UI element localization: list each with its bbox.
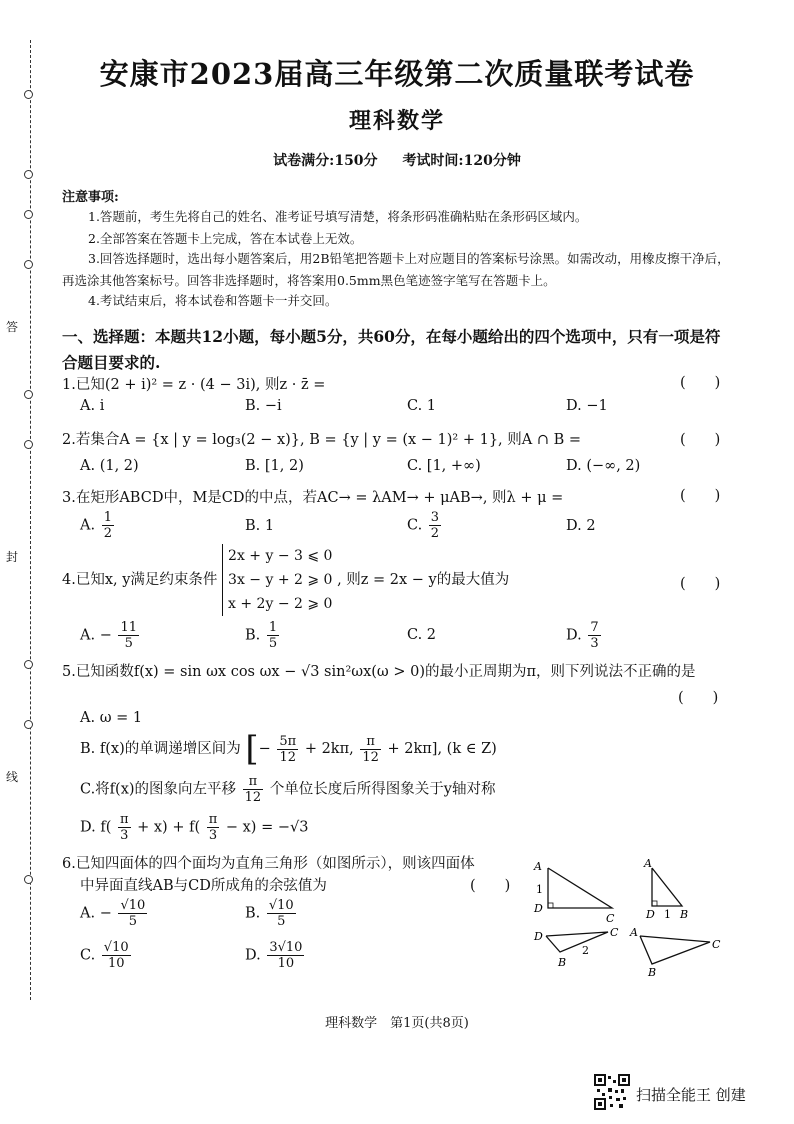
margin-dot (24, 720, 33, 729)
fraction (102, 510, 114, 541)
denominator: 12 (362, 749, 379, 765)
numerator: 3 (430, 510, 440, 525)
label-d: D (534, 902, 543, 915)
question-3-stem: 3.在矩形ABCD中，M是CD的中点，若AC→ = λAM→ + μAB→, 则λ + μ = (62, 490, 564, 506)
margin-seal-label: 封 (6, 550, 19, 564)
option-label: C. (80, 947, 96, 964)
option-b (245, 620, 281, 651)
question-6-stem-line1: 6.已知四面体的四个面均为直角三角形（如图所示），则该四面体 (62, 856, 475, 872)
numerator: π (208, 812, 218, 827)
option-text: 个单位长度后所得图象关于y轴对称 (269, 781, 496, 798)
option-label: D. (566, 627, 582, 644)
option-b: B. 1 (245, 518, 275, 534)
option-b (245, 898, 298, 929)
option-c (407, 510, 443, 541)
numerator: 1 (103, 510, 112, 525)
label-c: C (606, 912, 615, 925)
label-2: 2 (582, 944, 589, 957)
option-label: B. (245, 627, 261, 644)
stem-text: , 则z = 2x − y的最大值为 (337, 572, 510, 588)
denominator: 2 (103, 526, 112, 541)
note-item: 3.回答选择题时，选出每小题答案后，用2B铅笔把答题卡上对应题目的答案标号涂黑。如需改动，用橡皮擦干净后，再选涂其他答案标号。回答非选择题时，将答案用0.5mm黑色笔迹签字笔写在答题卡上。 (62, 251, 730, 288)
fraction (118, 898, 147, 929)
numerator: π (119, 812, 129, 827)
fraction (588, 620, 600, 651)
question-2-stem: 2.若集合A = {x | y = log₃(2 − x)}, B = {y | y = (x − 1)² + 1}, 则A ∩ B = (62, 432, 582, 448)
numerator: π (243, 774, 264, 790)
answer-paren: ( ) (680, 432, 721, 448)
face-triangle-adb (643, 858, 688, 921)
exam-time: 考试时间:120分钟 (402, 153, 521, 169)
tetrahedron-faces-figure (528, 858, 758, 980)
fraction (118, 620, 139, 651)
denominator: 3 (590, 636, 599, 651)
option-text: − x) = −√3 (225, 819, 309, 836)
margin-seal-label: 答 (6, 320, 19, 334)
fraction (277, 734, 298, 765)
fraction (102, 940, 131, 971)
label-a: A (630, 926, 638, 939)
fraction (207, 812, 220, 843)
denominator: 5 (128, 914, 137, 929)
option-text: C.将f(x)的图象向左平移 (80, 781, 237, 798)
fraction (429, 510, 441, 541)
scanner-watermark: 扫描全能王 创建 (636, 1086, 746, 1104)
numerator: 7 (590, 620, 599, 635)
fraction (243, 774, 264, 805)
option-d (245, 940, 306, 971)
option-a: A. ω = 1 (80, 710, 143, 726)
denominator: 3 (208, 828, 218, 843)
option-a: A. (1, 2) (80, 458, 139, 474)
margin-dot (24, 875, 33, 884)
option-label: A. − (80, 905, 112, 922)
option-text: D. f( (80, 819, 112, 836)
numerator: 1 (268, 620, 278, 635)
denominator: 2 (430, 526, 440, 541)
denominator: 12 (244, 790, 262, 805)
option-c: C. 1 (407, 398, 437, 414)
notes-heading: 注意事项: (62, 190, 119, 205)
face-triangle-dcb (533, 926, 619, 969)
label-b: B (680, 908, 689, 921)
margin-dot (24, 260, 33, 269)
exam-meta (0, 150, 794, 170)
constraint: x + 2y − 2 ⩾ 0 (228, 596, 333, 612)
denominator: 5 (268, 636, 278, 651)
note-item: 1.答题前，考生先将自己的姓名、准考证号填写清楚，将条形码准确粘贴在条形码区域内。 (88, 209, 588, 224)
full-score: 试卷满分:150分 (273, 153, 378, 169)
note-item: 4.考试结束后，将本试卷和答题卡一并交回。 (88, 293, 338, 308)
option-label: A. (80, 517, 96, 534)
section-heading: 一、选择题：本题共12小题，每小题5分，共60分，在每小题给出的四个选项中，只有一项是符合题目要求的. (62, 327, 721, 372)
denominator: 3 (120, 828, 129, 843)
option-b: B. −i (245, 398, 282, 414)
denominator: 12 (279, 749, 297, 765)
numerator: 11 (120, 620, 137, 635)
label-b: B (558, 956, 567, 969)
fraction (360, 734, 381, 765)
qr-code-icon (594, 1074, 630, 1110)
numerator: 3√10 (269, 940, 303, 955)
option-text: − (258, 741, 271, 757)
answer-paren: ( ) (678, 690, 719, 706)
question-4-stem (62, 544, 509, 616)
denominator: 5 (124, 636, 133, 651)
answer-paren: ( ) (470, 878, 511, 894)
fraction (267, 620, 279, 651)
option-a (80, 898, 149, 929)
option-d (566, 620, 603, 651)
option-text: + 2kπ, (304, 741, 354, 757)
option-c (80, 774, 496, 805)
exam-subject: 理科数学 (348, 108, 445, 134)
label-c: C (712, 938, 721, 951)
constraint-system (222, 544, 332, 616)
answer-paren: ( ) (680, 375, 721, 391)
constraint: 2x + y − 3 ⩽ 0 (228, 548, 333, 564)
margin-dot (24, 390, 33, 399)
option-c (80, 940, 133, 971)
exam-title: 安康市2023届高三年级第二次质量联考试卷 (99, 57, 695, 91)
option-text: B. f(x)的单调递增区间为 (80, 741, 241, 757)
option-label: C. (407, 517, 423, 534)
margin-dot (24, 660, 33, 669)
note-item: 2.全部答案在答题卡上完成，答在本试卷上无效。 (88, 231, 363, 246)
denominator: 5 (277, 914, 286, 929)
answer-paren: ( ) (680, 576, 721, 592)
option-text: + 2kπ], (k ∈ Z) (387, 741, 497, 757)
label-c: C (610, 926, 619, 939)
option-c: C. 2 (407, 627, 437, 643)
denominator: 10 (107, 956, 125, 971)
label-1: 1 (536, 883, 543, 896)
option-c: C. [1, +∞) (407, 458, 481, 474)
denominator: 10 (277, 956, 295, 971)
option-a (80, 510, 116, 541)
bracket: [ (245, 729, 259, 769)
numerator: 5π (279, 733, 297, 749)
question-6-stem-line2: 中异面直线AB与CD所成角的余弦值为 (80, 878, 327, 894)
margin-dot (24, 210, 33, 219)
label-d: D (534, 930, 543, 943)
option-d: D. −1 (566, 398, 608, 414)
face-triangle-adc (533, 860, 615, 925)
answer-paren: ( ) (680, 488, 721, 504)
margin-seal-label: 线 (6, 770, 19, 784)
margin-dot (24, 170, 33, 179)
fraction (118, 812, 131, 843)
option-a (80, 620, 141, 651)
numerator: √10 (268, 898, 294, 913)
option-d: D. (−∞, 2) (566, 458, 641, 474)
label-a: A (644, 858, 652, 870)
label-b: B (648, 966, 657, 979)
option-b: B. [1, 2) (245, 458, 304, 474)
question-1-stem: 1.已知(2 + i)² = z · (4 − 3i), 则z · z̄ = (62, 377, 326, 393)
face-triangle-acb (629, 926, 721, 979)
numerator: π (360, 734, 381, 750)
page-footer: 理科数学 第1页(共8页) (325, 1016, 469, 1031)
fraction (267, 940, 304, 971)
option-label: D. (245, 947, 261, 964)
option-text: + x) + f( (137, 819, 201, 836)
fraction (267, 898, 296, 929)
binding-margin-line (30, 40, 31, 1000)
numerator: √10 (103, 940, 129, 955)
option-d (80, 812, 308, 843)
option-label: A. − (80, 627, 112, 644)
option-d: D. 2 (566, 518, 596, 534)
numerator: √10 (120, 898, 146, 913)
question-5-stem: 5.已知函数f(x) = sin ωx cos ωx − √3 sin²ωx(ω > 0)的最小正周期为π，则下列说法不正确的是 (62, 664, 696, 680)
label-a: A (534, 860, 542, 873)
option-label: B. (245, 905, 261, 922)
constraint: 3x − y + 2 ⩾ 0 (228, 572, 333, 588)
label-1: 1 (664, 908, 671, 921)
label-d: D (646, 908, 655, 921)
option-b (80, 729, 497, 769)
option-a: A. i (80, 398, 105, 414)
stem-text: 4.已知x, y满足约束条件 (62, 572, 218, 588)
margin-dot (24, 440, 33, 449)
